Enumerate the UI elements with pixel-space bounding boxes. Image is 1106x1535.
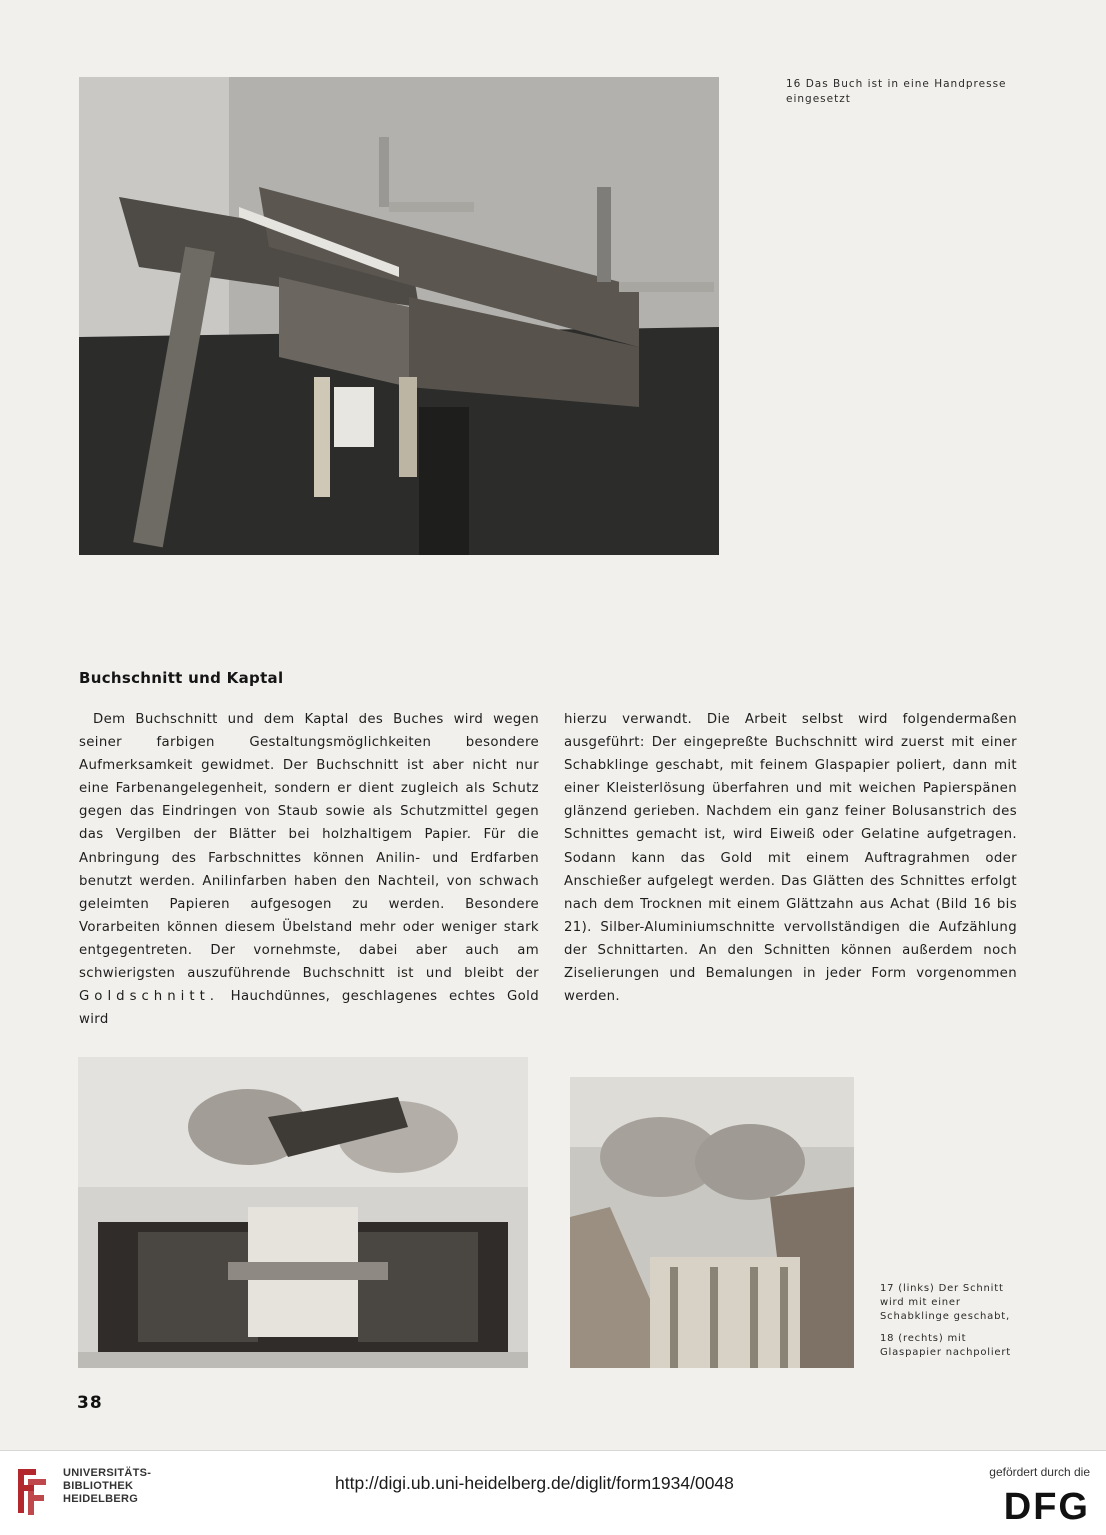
figure-16-caption: [786, 77, 1026, 107]
library-logo-icon: [14, 1465, 50, 1517]
library-name-line2: BIBLIOTHEK: [63, 1480, 134, 1492]
text-column-left: [79, 708, 539, 1031]
library-name-line3: HEIDELBERG: [63, 1493, 139, 1505]
text-column-right: [564, 708, 1017, 1008]
funding-note: gefördert durch die: [989, 1465, 1090, 1479]
figure-17-18-caption: [880, 1282, 1020, 1360]
digitization-footer: [0, 1450, 1106, 1535]
figure-18-caption-text: 18 (rechts) mit Glaspapier nachpoliert: [880, 1333, 1012, 1358]
figure-16-caption-text: 16 Das Buch ist in eine Handpresse eingesetzt: [786, 78, 1007, 105]
right-column-text: hierzu verwandt. Die Arbeit selbst wird folgendermaßen ausgeführt: Der eingepreßte Buchschnitt wird zuerst mit einer Schabklinge geschabt, mit feinem Glaspapier poliert, dann mit einer Kleisterlösung überfahren und mit weichen Papierspänen glänzend gerieben. Nachdem ein ganz feiner Bolusanstrich des Schnittes gemacht ist, wird Eiweiß oder Gelatine aufgetragen. Sodann kann das Gold mit einem Auftragrahmen oder Anschießer aufgelegt werden. Das Glätten des Schnittes erfolgt nach dem Trocknen mit einem Glättzahn aus Achat (Bild 16 bis 21). Silber-Aluminiumschnitte vervollständigen die Aufzählung der Schnittarten. An den Schnitten können außerdem noch Ziselierungen und Bemalungen in jeder Form vorgenommen werden.: [564, 712, 1017, 1005]
funder-logo: DFG: [1003, 1486, 1090, 1528]
figure-17-photo: [78, 1057, 528, 1368]
figure-18-photo: [570, 1077, 854, 1368]
figure-16-photo: [79, 77, 719, 555]
goldschnitt-emphasis: Goldschnitt.: [79, 989, 220, 1005]
section-heading: Buchschnitt und Kaptal: [79, 669, 284, 687]
library-name: [63, 1467, 151, 1506]
library-name-line1: UNIVERSITÄTS-: [63, 1467, 152, 1479]
left-column-end: Hauchdünnes, geschlagenes echtes Gold wird: [79, 989, 539, 1028]
figure-17-caption-text: 17 (links) Der Schnitt wird mit einer Schabklinge geschabt,: [880, 1283, 1010, 1322]
left-column-text: Dem Buchschnitt und dem Kaptal des Buches wird wegen seiner farbigen Gestaltungsmöglichkeiten besondere Aufmerksamkeit gewidmet. Der Buchschnitt ist aber nicht nur eine Farbenangelegenheit, sondern er dient zugleich als Schutz gegen das Eindringen von Staub sowie als Schutzmittel gegen das Vergilben der Blätter bei holzhaltigem Papier. Für die Anbringung des Farbschnittes können Anilin- und Erdfarben benutzt werden. Anilinfarben haben den Nachteil, von schwach geleimten Papieren aufgesogen zu werden. Besondere Vorarbeiten können diesem Übelstand mehr oder weniger stark entgegentreten. Der vornehmste, dabei aber auch am schwierigsten auszuführende Buchschnitt ist und bleibt der: [79, 712, 539, 982]
source-url-link[interactable]: http://digi.ub.uni-heidelberg.de/diglit/form1934/0048: [335, 1473, 734, 1493]
page-number: 38: [77, 1393, 103, 1413]
